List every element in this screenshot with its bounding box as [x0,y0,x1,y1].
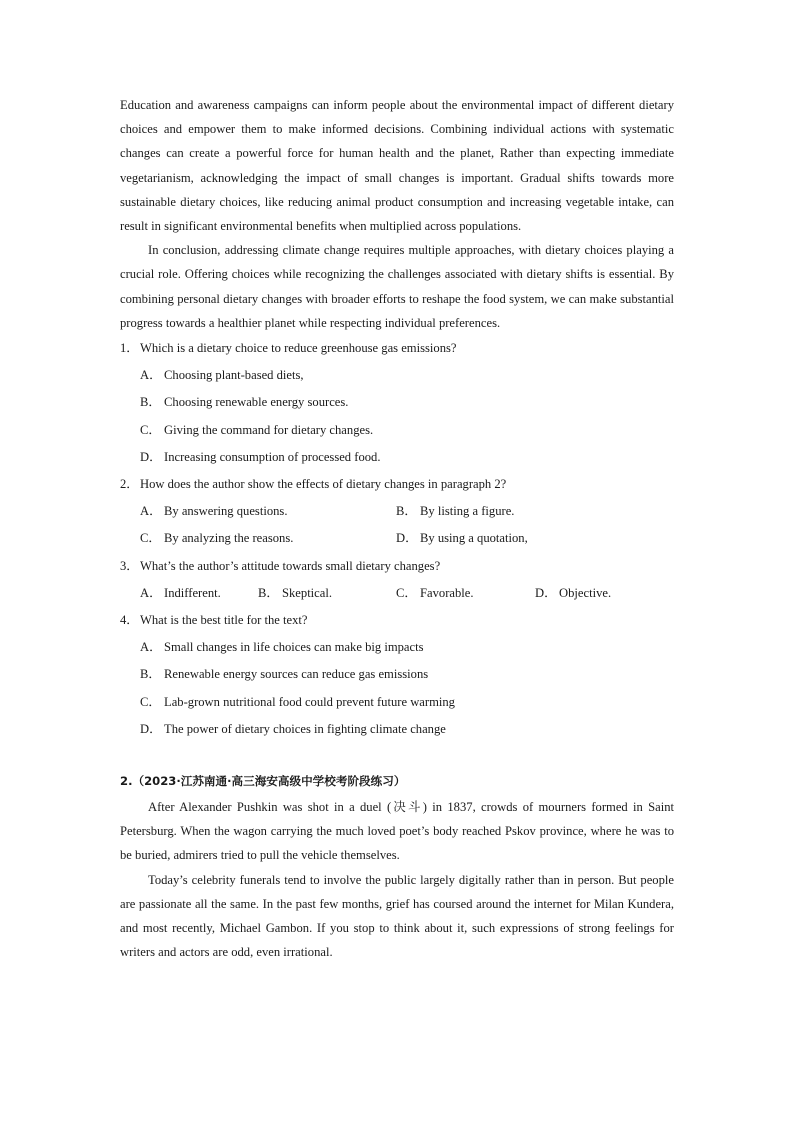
question-text: What is the best title for the text? [140,613,308,628]
option-d: D． Increasing consumption of processed food. [140,449,381,464]
document-page [120,93,674,965]
question-number: 4． [120,613,139,628]
section2-paragraph-1: After Alexander Pushkin was shot in a duel (决斗) in 1837, crowds of mourners formed in Saint Petersburg. When the wagon carrying the much loved poet’s body reached Pskov province, where he was to be buried, admirers tried to pull the vehicle themselves. [120,800,674,863]
question-text: How does the author show the effects of dietary changes in paragraph 2? [140,477,507,492]
options-row-2 [120,525,674,552]
option-d: D． Objective. [535,585,612,600]
question-stem [120,553,674,580]
question-3 [120,553,674,607]
passage1-paragraph-2: In conclusion, addressing climate change requires multiple approaches, with dietary choices playing a crucial role. Offering choices while recognizing the challenges associated with dietary shifts is essential. By combining personal dietary changes with broader efforts to reshape the food system, we can make substantial progress towards a healthier planet while respecting individual preferences. [120,243,674,330]
option-d: D． By using a quotation, [396,531,528,546]
question-number: 1． [120,341,139,356]
section2-paragraph-2: Today’s celebrity funerals tend to involve the public largely digitally rather than in person. But people are passionate all the same. In the past few months, grief has coursed around the internet for Milan Kundera, and most recently, Michael Gambon. If you stop to think about it, such expressions of strong feelings for writers and actors are odd, even irrational. [120,872,674,960]
question-stem [120,335,674,362]
section-2-heading: 2.（2023·江苏南通·高三海安高级中学校考阶段练习） [120,774,406,789]
question-stem [120,471,674,498]
option-a: A． By answering questions. [140,504,288,519]
question-stem [120,607,674,634]
passage1-paragraph-1: Education and awareness campaigns can inform people about the environmental impact of different dietary choices and empower them to make informed decisions. Combining individual actions with systematic changes can create a powerful force for human health and the planet, Rather than expecting immediate vegetarianism, acknowledging the impact of small changes is important. Gradual shifts towards more sustainable dietary choices, like reducing animal product consumption and increasing vegetable intake, can result in significant environmental benefits when multiplied across populations. [120,98,674,234]
option-c: C． By analyzing the reasons. [140,531,294,546]
question-text: Which is a dietary choice to reduce greenhouse gas emissions? [140,341,457,356]
option-b: B． Skeptical. [258,585,333,600]
question-number: 2． [120,477,139,492]
options-row-1 [120,498,674,525]
question-number: 3． [120,558,139,573]
option-c: C． Favorable. [396,585,474,600]
options-row [120,580,674,607]
option-b: B． Renewable energy sources can reduce gas emissions [140,667,429,682]
option-c: C． Lab-grown nutritional food could prevent future warming [140,694,455,709]
question-text: What’s the author’s attitude towards small dietary changes? [140,558,441,573]
question-4 [120,607,674,743]
option-d: D． The power of dietary choices in fighting climate change [140,721,446,736]
option-a: A． Indifferent. [140,585,221,600]
question-1 [120,335,674,471]
option-a: A． Small changes in life choices can make big impacts [140,640,424,655]
option-b: B． By listing a figure. [396,504,515,519]
option-b: B． Choosing renewable energy sources. [140,395,349,410]
option-c: C． Giving the command for dietary changes. [140,422,374,437]
question-2 [120,471,674,553]
option-a: A． Choosing plant-based diets, [140,368,304,383]
